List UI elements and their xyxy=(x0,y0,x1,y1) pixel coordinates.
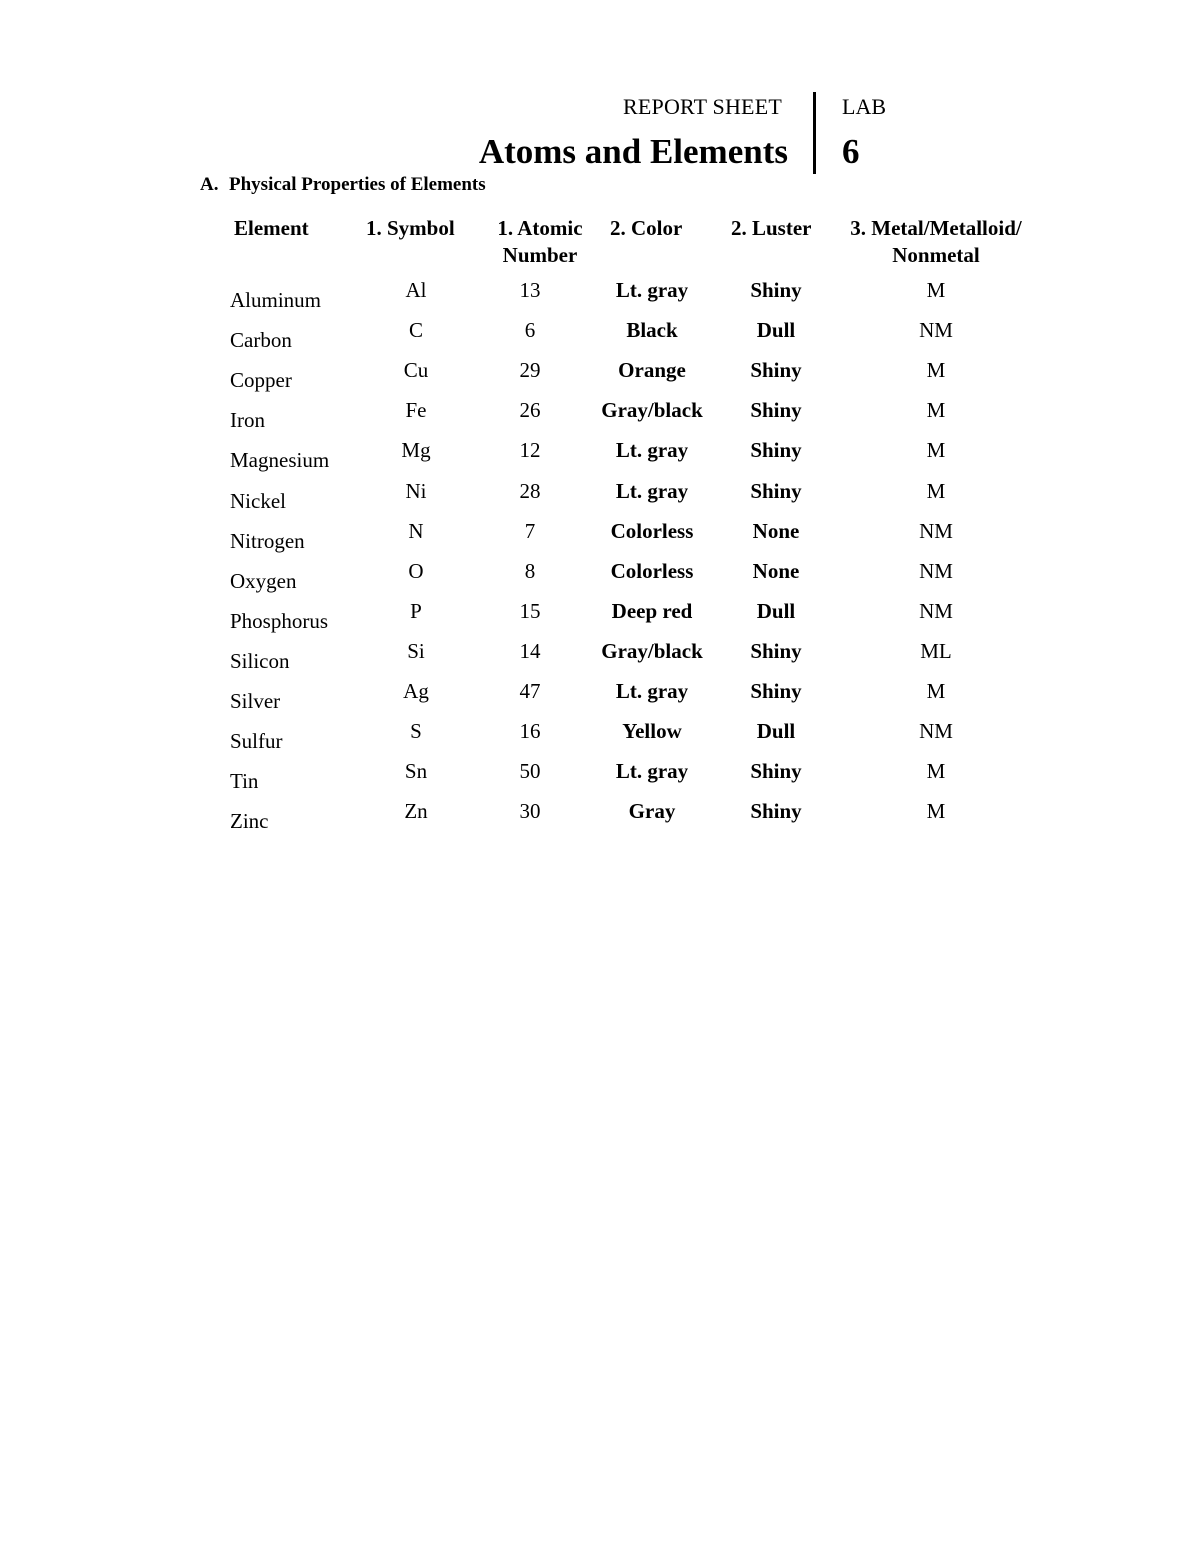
metal-type-cell: M xyxy=(926,479,946,503)
luster-cell: None xyxy=(752,559,800,583)
symbol-cell: Cu xyxy=(403,358,429,382)
atomic-number-cell: 30 xyxy=(519,799,541,823)
color-cell: Lt. gray xyxy=(615,679,689,703)
symbol-cell: O xyxy=(408,559,424,583)
element-name: Silicon xyxy=(230,649,290,673)
color-cell: Lt. gray xyxy=(615,278,689,302)
element-name: Aluminum xyxy=(230,288,322,312)
atomic-number-cell: 13 xyxy=(519,278,541,302)
metal-type-cell: M xyxy=(926,398,946,422)
element-name: Oxygen xyxy=(230,569,297,593)
color-cell: Orange xyxy=(618,358,686,382)
color-cell: Gray xyxy=(628,799,676,823)
metal-type-cell: NM xyxy=(919,519,953,543)
symbol-cell: S xyxy=(410,719,422,743)
luster-cell: Shiny xyxy=(750,438,802,462)
symbol-cell: Ni xyxy=(405,479,427,503)
element-name: Carbon xyxy=(230,328,292,352)
element-name: Silver xyxy=(230,689,281,713)
symbol-cell: Si xyxy=(407,639,425,663)
luster-cell: Shiny xyxy=(750,639,802,663)
luster-cell: Dull xyxy=(756,318,796,342)
symbol-cell: Zn xyxy=(404,799,428,823)
metal-type-cell: ML xyxy=(920,639,952,663)
element-name: Copper xyxy=(230,368,292,392)
report-sheet-label: REPORT SHEET xyxy=(623,94,782,119)
luster-cell: Shiny xyxy=(750,278,802,302)
symbol-cell: C xyxy=(408,318,424,342)
atomic-number-cell: 47 xyxy=(519,679,541,703)
title-divider xyxy=(813,92,816,174)
luster-cell: None xyxy=(752,519,800,543)
column-header-symbol: 1. Symbol xyxy=(366,216,455,240)
atomic-number-cell: 28 xyxy=(519,479,541,503)
atomic-number-cell: 29 xyxy=(519,358,541,382)
color-cell: Lt. gray xyxy=(615,438,689,462)
atomic-number-cell: 50 xyxy=(519,759,541,783)
symbol-cell: Fe xyxy=(405,398,427,422)
metal-type-cell: M xyxy=(926,679,946,703)
color-cell: Gray/black xyxy=(601,398,703,422)
symbol-cell: Al xyxy=(405,278,427,302)
symbol-cell: P xyxy=(410,599,422,623)
section-letter: A. xyxy=(200,174,219,195)
metal-type-cell: M xyxy=(926,438,946,462)
luster-cell: Dull xyxy=(756,719,796,743)
color-cell: Black xyxy=(626,318,678,342)
atomic-number-cell: 7 xyxy=(524,519,536,543)
atomic-number-cell: 16 xyxy=(519,719,541,743)
atomic-number-cell: 26 xyxy=(519,398,541,422)
symbol-cell: N xyxy=(408,519,424,543)
color-cell: Yellow xyxy=(622,719,682,743)
metal-type-cell: M xyxy=(926,759,946,783)
color-cell: Colorless xyxy=(610,559,694,583)
color-cell: Deep red xyxy=(611,599,693,623)
atomic-number-cell: 14 xyxy=(519,639,541,663)
column-header-atomic-number: 1. Atomic Number xyxy=(497,216,583,267)
symbol-cell: Ag xyxy=(403,679,429,703)
element-name: Magnesium xyxy=(230,448,330,472)
section-heading xyxy=(200,174,486,196)
metal-type-cell: NM xyxy=(919,559,953,583)
section-title: Physical Properties of Elements xyxy=(229,174,486,195)
symbol-cell: Mg xyxy=(401,438,431,462)
luster-cell: Shiny xyxy=(750,358,802,382)
column-header-metal-type: 3. Metal/Metalloid/ Nonmetal xyxy=(850,216,1022,267)
element-name: Iron xyxy=(230,408,265,432)
color-cell: Gray/black xyxy=(601,639,703,663)
metal-type-cell: NM xyxy=(919,719,953,743)
element-name: Nickel xyxy=(230,489,286,513)
element-name: Zinc xyxy=(230,809,269,833)
column-header-luster: 2. Luster xyxy=(731,216,812,240)
lab-number: 6 xyxy=(842,132,860,171)
element-name: Nitrogen xyxy=(230,529,305,553)
lab-label: LAB xyxy=(842,94,886,119)
luster-cell: Shiny xyxy=(750,479,802,503)
column-header-color: 2. Color xyxy=(610,216,683,240)
element-name: Sulfur xyxy=(230,729,283,753)
atomic-number-cell: 15 xyxy=(519,599,541,623)
luster-cell: Dull xyxy=(756,599,796,623)
atomic-number-cell: 6 xyxy=(524,318,536,342)
luster-cell: Shiny xyxy=(750,679,802,703)
element-name: Phosphorus xyxy=(230,609,329,633)
color-cell: Lt. gray xyxy=(615,479,689,503)
column-header-element: Element xyxy=(234,216,309,240)
symbol-cell: Sn xyxy=(404,759,428,783)
luster-cell: Shiny xyxy=(750,398,802,422)
metal-type-cell: M xyxy=(926,278,946,302)
page-title: Atoms and Elements xyxy=(478,132,788,171)
color-cell: Lt. gray xyxy=(615,759,689,783)
color-cell: Colorless xyxy=(610,519,694,543)
luster-cell: Shiny xyxy=(750,759,802,783)
metal-type-cell: M xyxy=(926,799,946,823)
atomic-number-cell: 8 xyxy=(524,559,536,583)
element-name: Tin xyxy=(230,769,259,793)
metal-type-cell: NM xyxy=(919,318,953,342)
luster-cell: Shiny xyxy=(750,799,802,823)
atomic-number-cell: 12 xyxy=(519,438,541,462)
metal-type-cell: NM xyxy=(919,599,953,623)
metal-type-cell: M xyxy=(926,358,946,382)
